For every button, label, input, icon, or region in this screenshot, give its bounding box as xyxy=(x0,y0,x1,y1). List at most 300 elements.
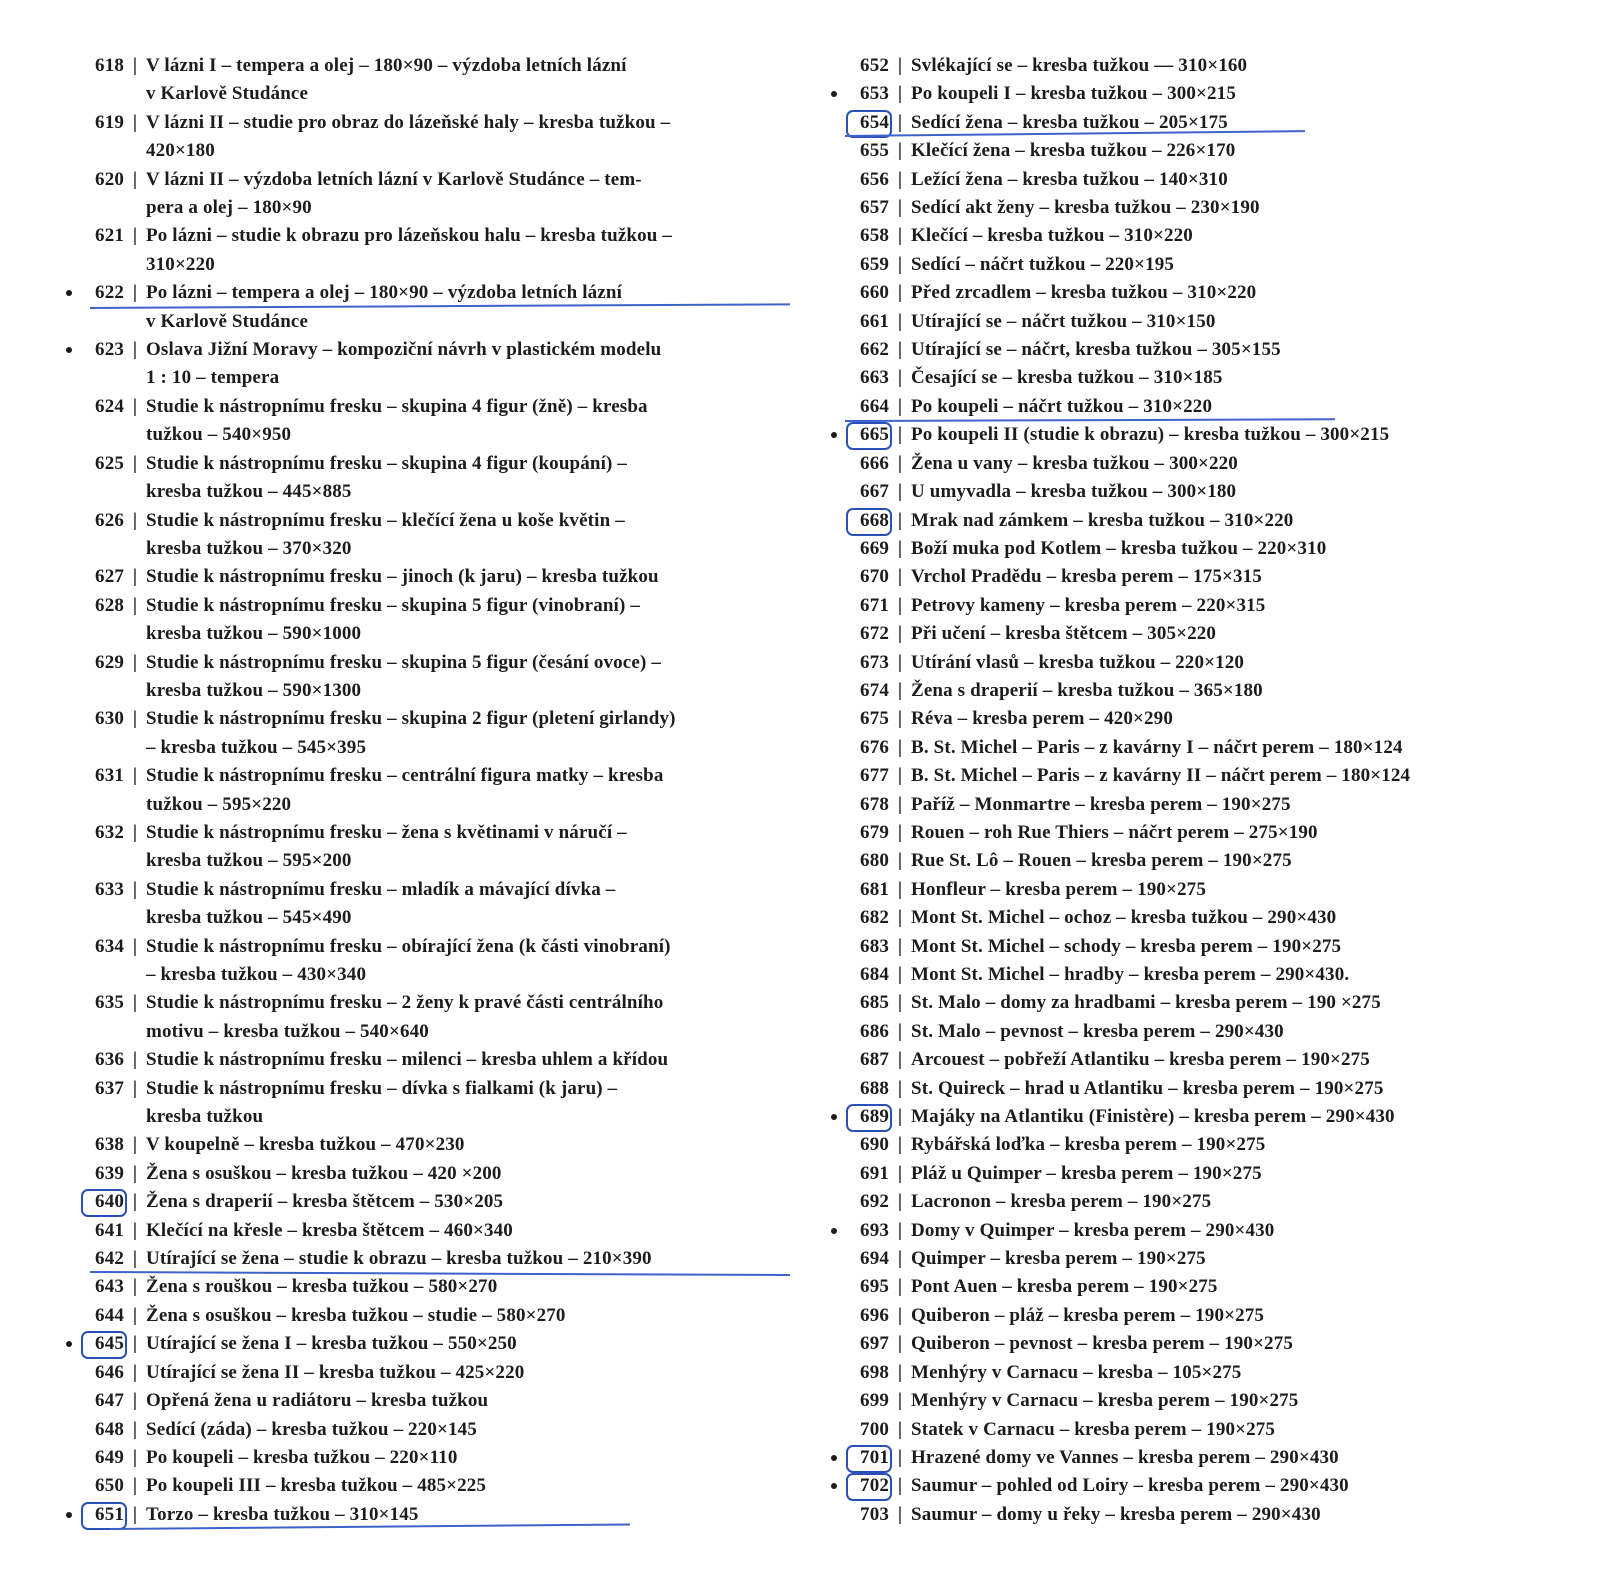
entry-text: Studie k nástropnímu fresku – skupina 2 figur (pletení girlandy) – kresba tužkou – 545×395 xyxy=(146,708,676,758)
separator: | xyxy=(897,1020,903,1042)
catalog-entry-671 xyxy=(845,592,1565,620)
entry-number: 681 xyxy=(860,878,889,900)
entry-text: Pont Auen – kresba perem – 190×275 xyxy=(911,1276,1218,1298)
entry-text: Petrovy kameny – kresba perem – 220×315 xyxy=(911,594,1266,616)
separator: | xyxy=(897,821,903,843)
separator: | xyxy=(897,481,903,503)
catalog-entry-668 xyxy=(845,507,1565,535)
entry-number: 635 xyxy=(95,992,124,1014)
catalog-entry-646 xyxy=(80,1359,790,1387)
separator: | xyxy=(132,1446,138,1468)
entry-number: 667 xyxy=(860,481,889,503)
separator: | xyxy=(132,452,138,474)
entry-number: 623 xyxy=(80,336,124,393)
entry-text: Majáky na Atlantiku (Finistère) – kresba perem – 290×430 xyxy=(911,1106,1395,1128)
entry-number: 668 xyxy=(845,507,889,535)
entry-text: Rybářská loďka – kresba perem – 190×275 xyxy=(911,1134,1266,1156)
separator: | xyxy=(132,1219,138,1241)
entry-number: 658 xyxy=(860,225,889,247)
entry-text: B. St. Michel – Paris – z kavárny II – náčrt perem – 180×124 xyxy=(911,765,1411,787)
entry-number: 701 xyxy=(845,1444,889,1472)
entry-text: Studie k nástropnímu fresku – 2 ženy k pravé části centrálního motivu – kresba tužkou – 540×640 xyxy=(146,992,664,1042)
catalog-entry-657 xyxy=(845,194,1565,222)
separator: | xyxy=(897,1418,903,1440)
entry-number: 684 xyxy=(860,964,889,985)
entry-text: Žena u vany – kresba tužkou – 300×220 xyxy=(911,452,1238,474)
entry-number: 619 xyxy=(95,111,124,133)
catalog-entry-673 xyxy=(845,649,1565,677)
entry-number: 644 xyxy=(95,1304,124,1326)
entry-number: 670 xyxy=(860,566,889,588)
catalog-entry-699 xyxy=(845,1387,1565,1415)
entry-text: Utírání vlasů – kresba tužkou – 220×120 xyxy=(911,651,1245,673)
catalog-entry-700 xyxy=(845,1416,1565,1444)
catalog-entry-649 xyxy=(80,1444,790,1472)
separator: | xyxy=(897,395,903,417)
separator: | xyxy=(897,1276,903,1298)
entry-text: Studie k nástropnímu fresku – dívka s fialkami (k jaru) – kresba tužkou xyxy=(146,1077,618,1128)
catalog-entry-647 xyxy=(80,1387,790,1415)
bullet-mark xyxy=(66,1341,72,1347)
entry-text: Rue St. Lô – Rouen – kresba perem – 190×275 xyxy=(911,850,1292,872)
entry-number: 683 xyxy=(860,935,889,957)
entry-text: Žena s osuškou – kresba tužkou – studie – 580×270 xyxy=(146,1304,566,1326)
entry-text: Quimper – kresba perem – 190×275 xyxy=(911,1248,1206,1270)
entry-number: 685 xyxy=(860,992,889,1014)
catalog-entry-638 xyxy=(80,1131,790,1159)
catalog-entry-689 xyxy=(845,1103,1565,1131)
entry-number: 618 xyxy=(95,55,124,76)
entry-text: Studie k nástropnímu fresku – milenci – kresba uhlem a křídou xyxy=(146,1049,669,1071)
separator: | xyxy=(132,55,138,76)
catalog-entry-641 xyxy=(80,1217,790,1245)
entry-number: 636 xyxy=(95,1049,124,1071)
separator: | xyxy=(897,225,903,247)
separator: | xyxy=(132,1276,138,1298)
pen-box-mark xyxy=(81,1502,127,1530)
bullet-mark xyxy=(831,1228,837,1234)
separator: | xyxy=(897,1333,903,1355)
entry-number: 653 xyxy=(845,80,889,108)
entry-text: Utírající se žena – studie k obrazu – kresba tužkou – 210×390 xyxy=(146,1248,652,1270)
entry-text: Sedící – náčrt tužkou – 220×195 xyxy=(911,253,1175,275)
separator: | xyxy=(132,1049,138,1071)
entry-text: Po koupeli – náčrt tužkou – 310×220 xyxy=(911,395,1213,417)
separator: | xyxy=(132,1361,138,1383)
separator: | xyxy=(132,111,138,133)
separator: | xyxy=(897,907,903,929)
entry-number: 640 xyxy=(80,1188,124,1216)
entry-text: Po koupeli II (studie k obrazu) – kresba tužkou – 300×215 xyxy=(911,424,1390,446)
entry-number: 662 xyxy=(860,339,889,361)
separator: | xyxy=(132,1503,138,1525)
entry-number: 624 xyxy=(95,395,124,417)
entry-text: Réva – kresba perem – 420×290 xyxy=(911,708,1173,730)
catalog-entry-622 xyxy=(80,279,790,336)
entry-number: 674 xyxy=(860,679,889,701)
entry-number: 622 xyxy=(80,279,124,336)
separator: | xyxy=(897,594,903,616)
catalog-entry-658 xyxy=(845,222,1565,250)
entry-text: Studie k nástropnímu fresku – skupina 4 figur (žně) – kresba tužkou – 540×950 xyxy=(146,395,648,446)
separator: | xyxy=(897,1106,903,1128)
entry-number: 692 xyxy=(860,1191,889,1213)
entry-number: 688 xyxy=(860,1077,889,1099)
entry-number: 637 xyxy=(95,1077,124,1099)
entry-number: 690 xyxy=(860,1134,889,1156)
entry-number: 665 xyxy=(845,421,889,449)
separator: | xyxy=(132,1333,138,1355)
catalog-entry-665 xyxy=(845,421,1565,449)
entry-number: 699 xyxy=(860,1390,889,1412)
entry-text: Žena s osuškou – kresba tužkou – 420 ×200 xyxy=(146,1162,502,1184)
catalog-entry-698 xyxy=(845,1359,1565,1387)
entry-number: 659 xyxy=(860,253,889,275)
separator: | xyxy=(897,1134,903,1156)
entry-text: Arcouest – pobřeží Atlantiku – kresba perem – 190×275 xyxy=(911,1049,1370,1071)
catalog-entry-629 xyxy=(80,649,790,706)
entry-text: B. St. Michel – Paris – z kavárny I – náčrt perem – 180×124 xyxy=(911,736,1403,758)
catalog-entry-644 xyxy=(80,1302,790,1330)
separator: | xyxy=(132,282,138,304)
catalog-entry-661 xyxy=(845,308,1565,336)
entry-text: Před zrcadlem – kresba tužkou – 310×220 xyxy=(911,282,1257,304)
entry-text: Klečící žena – kresba tužkou – 226×170 xyxy=(911,140,1236,162)
catalog-entry-645 xyxy=(80,1330,790,1358)
entry-text: St. Quireck – hrad u Atlantiku – kresba perem – 190×275 xyxy=(911,1077,1384,1099)
entry-number: 638 xyxy=(95,1134,124,1156)
entry-text: Studie k nástropnímu fresku – skupina 4 figur (koupání) – kresba tužkou – 445×885 xyxy=(146,452,628,503)
entry-text: Menhýry v Carnacu – kresba perem – 190×275 xyxy=(911,1390,1299,1412)
catalog-entry-677 xyxy=(845,762,1565,790)
separator: | xyxy=(897,935,903,957)
entry-number: 639 xyxy=(95,1162,124,1184)
entry-number: 682 xyxy=(860,907,889,929)
entry-text: Studie k nástropnímu fresku – skupina 5 figur (česání ovoce) – kresba tužkou – 590×1300 xyxy=(146,651,661,701)
separator: | xyxy=(897,736,903,758)
catalog-entry-688 xyxy=(845,1075,1565,1103)
catalog-entry-618 xyxy=(80,52,790,109)
separator: | xyxy=(897,537,903,559)
catalog-entry-640 xyxy=(80,1188,790,1216)
separator: | xyxy=(897,878,903,900)
entry-number: 655 xyxy=(860,140,889,162)
entry-text: Quiberon – pevnost – kresba perem – 190×275 xyxy=(911,1333,1293,1355)
entry-text: Quiberon – pláž – kresba perem – 190×275 xyxy=(911,1304,1265,1326)
entry-text: Studie k nástropnímu fresku – skupina 5 figur (vinobraní) – kresba tužkou – 590×1000 xyxy=(146,594,641,645)
separator: | xyxy=(132,651,138,673)
catalog-entry-690 xyxy=(845,1131,1565,1159)
catalog-entry-628 xyxy=(80,592,790,649)
pen-box-mark xyxy=(846,1104,892,1132)
catalog-entry-686 xyxy=(845,1018,1565,1046)
catalog-entry-639 xyxy=(80,1160,790,1188)
entry-text: Mrak nad zámkem – kresba tužkou – 310×220 xyxy=(911,509,1294,531)
entry-number: 634 xyxy=(95,935,124,957)
catalog-entry-701 xyxy=(845,1444,1565,1472)
entry-text: Utírající se – náčrt, kresba tužkou – 305×155 xyxy=(911,339,1281,361)
catalog-entry-663 xyxy=(845,364,1565,392)
entry-text: Klečící na křesle – kresba štětcem – 460×340 xyxy=(146,1219,513,1241)
catalog-entry-624 xyxy=(80,393,790,450)
entry-number: 671 xyxy=(860,594,889,616)
separator: | xyxy=(897,1475,903,1497)
entry-text: Rouen – roh Rue Thiers – náčrt perem – 275×190 xyxy=(911,821,1318,843)
separator: | xyxy=(132,395,138,417)
entry-number: 630 xyxy=(95,708,124,730)
entry-number: 651 xyxy=(80,1501,124,1529)
entry-number: 666 xyxy=(860,452,889,474)
right-column xyxy=(845,52,1565,1529)
entry-number: 678 xyxy=(860,793,889,815)
entry-number: 677 xyxy=(860,765,889,787)
entry-number: 648 xyxy=(95,1418,124,1440)
catalog-entry-623 xyxy=(80,336,790,393)
separator: | xyxy=(897,566,903,588)
catalog-entry-651 xyxy=(80,1501,790,1529)
catalog-entry-682 xyxy=(845,904,1565,932)
catalog-entry-681 xyxy=(845,876,1565,904)
entry-number: 693 xyxy=(845,1217,889,1245)
catalog-entry-676 xyxy=(845,734,1565,762)
separator: | xyxy=(897,452,903,474)
catalog-entry-643 xyxy=(80,1273,790,1301)
catalog-entry-662 xyxy=(845,336,1565,364)
separator: | xyxy=(897,1304,903,1326)
entry-number: 660 xyxy=(860,282,889,304)
bullet-mark xyxy=(66,347,72,353)
catalog-entry-660 xyxy=(845,279,1565,307)
entry-number: 698 xyxy=(860,1361,889,1383)
entry-text: Sedící akt ženy – kresba tužkou – 230×190 xyxy=(911,197,1260,219)
catalog-entry-694 xyxy=(845,1245,1565,1273)
entry-text: Domy v Quimper – kresba perem – 290×430 xyxy=(911,1219,1275,1241)
catalog-entry-696 xyxy=(845,1302,1565,1330)
entry-number: 656 xyxy=(860,168,889,190)
catalog-entry-619 xyxy=(80,109,790,166)
separator: | xyxy=(132,594,138,616)
catalog-entry-642 xyxy=(80,1245,790,1273)
entry-number: 633 xyxy=(95,878,124,900)
entry-number: 673 xyxy=(860,651,889,673)
entry-text: Klečící – kresba tužkou – 310×220 xyxy=(911,225,1193,247)
bullet-mark xyxy=(831,1483,837,1489)
entry-text: Utírající se žena I – kresba tužkou – 550×250 xyxy=(146,1333,517,1355)
entry-number: 652 xyxy=(860,55,889,76)
entry-number: 632 xyxy=(95,821,124,843)
separator: | xyxy=(897,708,903,730)
entry-text: Saumur – pohled od Loiry – kresba perem – 290×430 xyxy=(911,1475,1349,1497)
entry-number: 657 xyxy=(860,197,889,219)
entry-number: 647 xyxy=(95,1390,124,1412)
entry-text: V lázni I – tempera a olej – 180×90 – výzdoba letních lázní v Karlově Studánce xyxy=(146,55,627,105)
catalog-entry-634 xyxy=(80,933,790,990)
catalog-entry-620 xyxy=(80,166,790,223)
catalog-entry-632 xyxy=(80,819,790,876)
entry-text: Pláž u Quimper – kresba perem – 190×275 xyxy=(911,1162,1262,1184)
catalog-entry-650 xyxy=(80,1472,790,1500)
entry-text: Po koupeli – kresba tužkou – 220×110 xyxy=(146,1446,458,1468)
pen-box-mark xyxy=(846,1473,892,1501)
separator: | xyxy=(897,1248,903,1270)
separator: | xyxy=(132,1418,138,1440)
catalog-entry-637 xyxy=(80,1075,790,1132)
catalog-entry-675 xyxy=(845,705,1565,733)
separator: | xyxy=(897,140,903,162)
pen-box-mark xyxy=(846,1445,892,1473)
separator: | xyxy=(897,1390,903,1412)
separator: | xyxy=(897,168,903,190)
bullet-mark xyxy=(831,91,837,97)
entry-number: 625 xyxy=(95,452,124,474)
entry-number: 628 xyxy=(95,594,124,616)
separator: | xyxy=(897,765,903,787)
entry-number: 696 xyxy=(860,1304,889,1326)
separator: | xyxy=(132,1162,138,1184)
separator: | xyxy=(897,253,903,275)
separator: | xyxy=(897,1503,903,1525)
entry-number: 620 xyxy=(95,168,124,190)
entry-number: 702 xyxy=(845,1472,889,1500)
catalog-entry-635 xyxy=(80,989,790,1046)
separator: | xyxy=(897,83,903,105)
entry-number: 697 xyxy=(860,1333,889,1355)
entry-text: Utírající se – náčrt tužkou – 310×150 xyxy=(911,310,1216,332)
entry-number: 645 xyxy=(80,1330,124,1358)
catalog-entry-652 xyxy=(845,52,1565,80)
separator: | xyxy=(132,992,138,1014)
entry-text: V koupelně – kresba tužkou – 470×230 xyxy=(146,1134,465,1156)
entry-text: Studie k nástropnímu fresku – jinoch (k jaru) – kresba tužkou xyxy=(146,566,659,588)
separator: | xyxy=(897,651,903,673)
entry-number: 689 xyxy=(845,1103,889,1131)
entry-text: Mont St. Michel – hradby – kresba perem – 290×430. xyxy=(911,964,1350,985)
separator: | xyxy=(132,1390,138,1412)
entry-text: Paříž – Monmartre – kresba perem – 190×275 xyxy=(911,793,1291,815)
separator: | xyxy=(132,1191,138,1213)
entry-text: Žena s draperií – kresba tužkou – 365×180 xyxy=(911,679,1263,701)
entry-text: Opřená žena u radiátoru – kresba tužkou xyxy=(146,1390,489,1412)
separator: | xyxy=(897,1446,903,1468)
catalog-entry-654 xyxy=(845,109,1565,137)
entry-text: Statek v Carnacu – kresba perem – 190×275 xyxy=(911,1418,1276,1440)
entry-number: 661 xyxy=(860,310,889,332)
separator: | xyxy=(897,1049,903,1071)
catalog-entry-679 xyxy=(845,819,1565,847)
entry-text: Torzo – kresba tužkou – 310×145 xyxy=(146,1503,419,1525)
entry-text: Po lázni – tempera a olej – 180×90 – výzdoba letních lázní v Karlově Studánce xyxy=(146,282,623,332)
entry-text: Sedící (záda) – kresba tužkou – 220×145 xyxy=(146,1418,477,1440)
entry-number: 679 xyxy=(860,821,889,843)
entry-number: 663 xyxy=(860,367,889,389)
entry-number: 703 xyxy=(860,1503,889,1525)
left-column xyxy=(80,52,790,1529)
separator: | xyxy=(897,367,903,389)
separator: | xyxy=(132,168,138,190)
entry-number: 691 xyxy=(860,1162,889,1184)
entry-text: V lázni II – výzdoba letních lázní v Karlově Studánce – tem- pera a olej – 180×90 xyxy=(146,168,642,219)
separator: | xyxy=(897,282,903,304)
entry-number: 621 xyxy=(95,225,124,247)
bullet-mark xyxy=(831,1455,837,1461)
catalog-entry-627 xyxy=(80,563,790,591)
entry-number: 676 xyxy=(860,736,889,758)
entry-number: 686 xyxy=(860,1020,889,1042)
separator: | xyxy=(897,623,903,645)
entry-text: Sedící žena – kresba tužkou – 205×175 xyxy=(911,111,1228,133)
catalog-entry-659 xyxy=(845,251,1565,279)
entry-text: Žena s draperií – kresba štětcem – 530×205 xyxy=(146,1191,504,1213)
separator: | xyxy=(132,935,138,957)
bullet-mark xyxy=(831,1114,837,1120)
catalog-entry-678 xyxy=(845,791,1565,819)
entry-number: 650 xyxy=(95,1475,124,1497)
entry-text: Po koupeli III – kresba tužkou – 485×225 xyxy=(146,1475,487,1497)
entry-text: Vrchol Pradědu – kresba perem – 175×315 xyxy=(911,566,1262,588)
separator: | xyxy=(897,310,903,332)
entry-text: Lacronon – kresba perem – 190×275 xyxy=(911,1191,1212,1213)
separator: | xyxy=(132,566,138,588)
separator: | xyxy=(897,992,903,1014)
separator: | xyxy=(897,1361,903,1383)
separator: | xyxy=(132,1077,138,1099)
pen-box-mark xyxy=(846,422,892,450)
catalog-entry-672 xyxy=(845,620,1565,648)
separator: | xyxy=(132,708,138,730)
catalog-entry-680 xyxy=(845,847,1565,875)
separator: | xyxy=(132,1304,138,1326)
catalog-entry-655 xyxy=(845,137,1565,165)
pen-box-mark xyxy=(81,1331,127,1359)
entry-text: Hrazené domy ve Vannes – kresba perem – 290×430 xyxy=(911,1446,1339,1468)
entry-number: 654 xyxy=(845,109,889,137)
entry-number: 649 xyxy=(95,1446,124,1468)
entry-number: 675 xyxy=(860,708,889,730)
catalog-entry-621 xyxy=(80,222,790,279)
catalog-entry-664 xyxy=(845,393,1565,421)
entry-number: 695 xyxy=(860,1276,889,1298)
catalog-entry-683 xyxy=(845,933,1565,961)
entry-number: 629 xyxy=(95,651,124,673)
entry-number: 641 xyxy=(95,1219,124,1241)
entry-number: 642 xyxy=(95,1248,124,1270)
separator: | xyxy=(132,1475,138,1497)
catalog-entry-633 xyxy=(80,876,790,933)
entry-number: 664 xyxy=(860,395,889,417)
separator: | xyxy=(132,878,138,900)
entry-text: Studie k nástropnímu fresku – centrální figura matky – kresba tužkou – 595×220 xyxy=(146,765,664,815)
catalog-entry-669 xyxy=(845,535,1565,563)
catalog-entry-630 xyxy=(80,705,790,762)
separator: | xyxy=(897,55,903,76)
entry-text: Boží muka pod Kotlem – kresba tužkou – 220×310 xyxy=(911,537,1327,559)
entry-text: Mont St. Michel – ochoz – kresba tužkou – 290×430 xyxy=(911,907,1337,929)
separator: | xyxy=(897,1219,903,1241)
entry-text: Žena s rouškou – kresba tužkou – 580×270 xyxy=(146,1276,498,1298)
bullet-mark xyxy=(66,1512,72,1518)
entry-text: Ležící žena – kresba tužkou – 140×310 xyxy=(911,168,1228,190)
separator: | xyxy=(897,793,903,815)
entry-text: Studie k nástropnímu fresku – klečící žena u koše květin – kresba tužkou – 370×320 xyxy=(146,509,625,559)
bullet-mark xyxy=(831,432,837,438)
separator: | xyxy=(132,339,138,361)
separator: | xyxy=(897,197,903,219)
entry-number: 626 xyxy=(95,509,124,531)
separator: | xyxy=(132,1134,138,1156)
catalog-entry-702 xyxy=(845,1472,1565,1500)
separator: | xyxy=(897,850,903,872)
entry-text: Studie k nástropnímu fresku – žena s květinami v náručí – kresba tužkou – 595×200 xyxy=(146,821,627,872)
